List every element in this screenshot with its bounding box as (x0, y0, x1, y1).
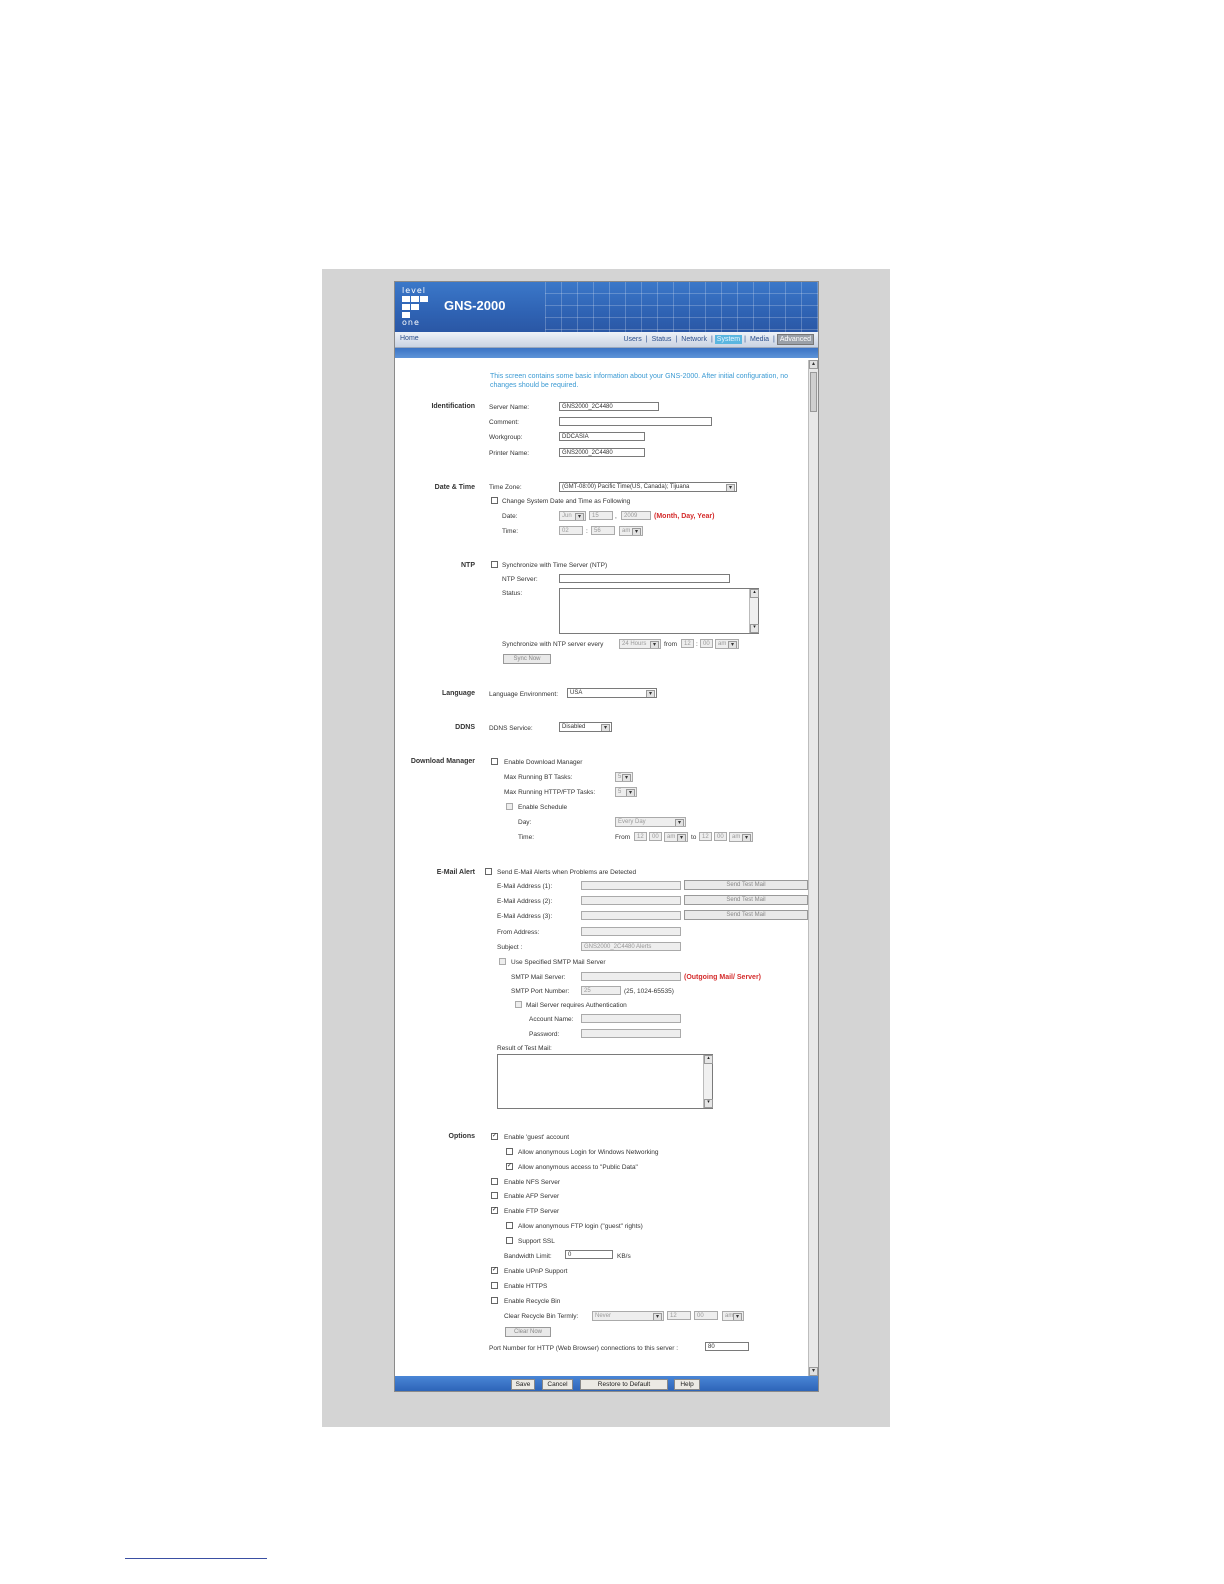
section-options: Options (448, 1133, 475, 1140)
scroll-down-icon[interactable]: ▾ (809, 1367, 818, 1376)
ntp-from-label: from (664, 641, 677, 648)
ftp-label: Enable FTP Server (504, 1208, 560, 1215)
tab-separator: | (773, 336, 775, 343)
email-send-checkbox[interactable] (485, 868, 492, 875)
test-result-label: Result of Test Mail: (497, 1045, 552, 1052)
email-addr1-label: E-Mail Address (1): (497, 883, 553, 890)
http-tasks-label: Max Running HTTP/FTP Tasks: (504, 789, 596, 796)
section-language: Language (441, 690, 475, 697)
http-tasks-select[interactable]: 5 ▾ (615, 787, 637, 797)
clear-term-select[interactable]: Never ▾ (592, 1311, 664, 1321)
comment-input[interactable] (559, 417, 712, 426)
tab-status[interactable]: Status (651, 336, 672, 343)
anon-ftp-label: Allow anonymous FTP login ("guest" rights) (518, 1223, 643, 1230)
clear-hour-input[interactable]: 12 (667, 1311, 691, 1320)
check-mark-icon: ✓ (492, 1207, 498, 1213)
year-input[interactable]: 2009 (621, 511, 651, 520)
ntp-hour-input[interactable]: 12 (681, 639, 694, 648)
schedule-to-hour[interactable]: 12 (699, 832, 712, 841)
tab-system[interactable]: System (716, 336, 741, 343)
minute-input[interactable]: 56 (591, 526, 615, 535)
levelone-logo (402, 287, 432, 329)
server-name-label: Server Name: (489, 404, 530, 411)
day-input[interactable]: 15 (589, 511, 613, 520)
ntp-sync-label: Synchronize with Time Server (NTP) (502, 562, 608, 569)
schedule-day-select[interactable]: Every Day ▾ (615, 817, 686, 827)
schedule-to-ampm[interactable]: am ▾ (729, 832, 753, 842)
nav-home-link[interactable]: Home (400, 335, 419, 342)
month-select[interactable]: Jun ▾ (559, 511, 586, 521)
clear-ampm-select[interactable]: am ▾ (722, 1311, 744, 1321)
anon-public-label: Allow anonymous access to "Public Data" (518, 1164, 638, 1171)
admin-window (394, 281, 819, 1392)
email-addr2-label: E-Mail Address (2): (497, 898, 553, 905)
change-date-checkbox[interactable] (491, 497, 498, 504)
anon-windows-label: Allow anonymous Login for Windows Networking (518, 1149, 659, 1156)
account-name-label: Account Name: (529, 1016, 574, 1023)
ntp-status-textarea[interactable] (559, 588, 759, 634)
tab-users[interactable]: Users (623, 336, 642, 343)
ntp-status-label: Status: (502, 590, 523, 597)
header-grid-decoration (545, 282, 818, 332)
app-title: GNS-2000 (444, 298, 506, 313)
smtp-port-hint: (25, 1024-65535) (624, 988, 674, 995)
nfs-label: Enable NFS Server (504, 1179, 560, 1186)
scroll-up-icon[interactable]: ▴ (704, 1055, 713, 1064)
anon-windows-checkbox[interactable] (506, 1148, 513, 1155)
nav-bar (395, 332, 818, 348)
intro-text: This screen contains some basic information about your GNS-2000. After initial configuration, no changes should be required. (490, 373, 789, 389)
anon-public-checkbox[interactable] (506, 1163, 513, 1170)
section-email-alert: E-Mail Alert (436, 869, 475, 876)
test-result-textarea[interactable] (497, 1054, 713, 1109)
afp-checkbox[interactable] (491, 1192, 498, 1199)
smtp-use-label: Use Specified SMTP Mail Server (511, 959, 606, 966)
email-send-label: Send E-Mail Alerts when Problems are Detected (497, 869, 637, 876)
subject-input[interactable]: GNS2000_2C4480 Alerts (581, 942, 681, 951)
schedule-from-ampm[interactable]: am ▾ (664, 832, 688, 842)
section-identification: Identification (431, 403, 475, 410)
change-date-label: Change System Date and Time as Following (502, 498, 631, 505)
recycle-label: Enable Recycle Bin (504, 1298, 561, 1305)
schedule-label: Enable Schedule (518, 804, 568, 811)
smtp-port-input[interactable]: 25 (581, 986, 621, 995)
language-label: Language Environment: (489, 691, 559, 698)
upnp-checkbox[interactable] (491, 1267, 498, 1274)
nav-tabs (621, 334, 814, 345)
server-name-input[interactable]: GNS2000_2C4480 (559, 402, 659, 411)
account-name-input[interactable] (581, 1014, 681, 1023)
timezone-select[interactable]: (GMT-08:00) Pacific Time(US, Canada); Tijuana ▾ (559, 482, 737, 492)
schedule-from-hour[interactable]: 12 (634, 832, 647, 841)
subject-label: Subject : (497, 944, 523, 951)
workgroup-label: Workgroup: (489, 434, 523, 441)
schedule-time-label: Time: (518, 834, 535, 841)
smtp-port-label: SMTP Port Number: (511, 988, 570, 995)
from-address-input[interactable] (581, 927, 681, 936)
clear-term-label: Clear Recycle Bin Termly: (504, 1313, 579, 1320)
ddns-label: DDNS Service: (489, 725, 533, 732)
ntp-interval-select[interactable]: 24 Hours ▾ (619, 639, 661, 649)
ntp-time-separator: : (696, 641, 698, 648)
ampm-select[interactable]: am ▾ (619, 526, 643, 536)
bandwidth-unit: KB/s (617, 1253, 631, 1260)
check-mark-icon: ✓ (492, 1133, 498, 1139)
ntp-every-label: Synchronize with NTP server every (502, 641, 604, 648)
section-date-time: Date & Time (434, 484, 475, 491)
smtp-auth-label: Mail Server requires Authentication (526, 1002, 627, 1009)
send-test-mail-button-3[interactable]: Send Test Mail (684, 910, 808, 920)
printer-name-input[interactable]: GNS2000_2C4480 (559, 448, 645, 457)
app-header (395, 282, 818, 332)
smtp-use-checkbox[interactable] (499, 958, 506, 965)
section-download-manager: Download Manager (410, 758, 475, 765)
schedule-from-minute[interactable]: 00 (649, 832, 662, 841)
workgroup-input[interactable]: DDCASIA (559, 432, 645, 441)
tab-media[interactable]: Media (749, 336, 770, 343)
ntp-server-label: NTP Server: (502, 576, 538, 583)
logo-text-bottom: one (402, 318, 420, 327)
ntp-minute-input[interactable]: 00 (700, 639, 713, 648)
smtp-server-label: SMTP Mail Server: (511, 974, 566, 981)
password-input[interactable] (581, 1029, 681, 1038)
comment-label: Comment: (489, 419, 519, 426)
sync-now-button[interactable]: Sync Now (503, 654, 551, 664)
anon-ftp-checkbox[interactable] (506, 1222, 513, 1229)
email-addr1-input[interactable] (581, 881, 681, 890)
tab-advanced[interactable]: Advanced (777, 334, 814, 345)
send-test-mail-button-2[interactable]: Send Test Mail (684, 895, 808, 905)
ftp-checkbox[interactable] (491, 1207, 498, 1214)
download-enable-label: Enable Download Manager (504, 759, 583, 766)
check-mark-icon: ✓ (507, 1163, 513, 1169)
password-label: Password: (529, 1031, 560, 1038)
date-format-hint: (Month, Day, Year) (654, 513, 715, 520)
bandwidth-label: Bandwidth Limit: (504, 1253, 552, 1260)
scroll-up-icon[interactable]: ▴ (809, 360, 818, 369)
schedule-from-label: From (615, 834, 631, 841)
textarea-scrollbar[interactable] (749, 589, 758, 633)
schedule-to-minute[interactable]: 00 (714, 832, 727, 841)
https-checkbox[interactable] (491, 1282, 498, 1289)
bandwidth-input[interactable]: 0 (565, 1250, 613, 1259)
afp-label: Enable AFP Server (504, 1193, 560, 1200)
textarea-scrollbar[interactable] (703, 1055, 712, 1108)
download-enable-checkbox[interactable] (491, 758, 498, 765)
date-separator: , (615, 513, 617, 520)
save-button[interactable]: Save (511, 1379, 535, 1390)
check-mark-icon: ✓ (492, 1267, 498, 1273)
settings-content (395, 360, 808, 1376)
footer-bar (395, 1376, 818, 1392)
email-addr3-label: E-Mail Address (3): (497, 913, 553, 920)
logo-text-top: level (402, 286, 427, 295)
ntp-ampm-select[interactable]: am ▾ (715, 639, 739, 649)
send-test-mail-button-1[interactable]: Send Test Mail (684, 880, 808, 890)
guest-label: Enable 'guest' account (504, 1134, 569, 1141)
schedule-to-label: to (691, 834, 697, 841)
schedule-checkbox[interactable] (506, 803, 513, 810)
upnp-label: Enable UPnP Support (504, 1268, 568, 1275)
clear-minute-input[interactable]: 00 (694, 1311, 718, 1320)
ntp-server-input[interactable] (559, 574, 730, 583)
nfs-checkbox[interactable] (491, 1178, 498, 1185)
bt-tasks-select[interactable]: 5 ▾ (615, 772, 633, 782)
tab-separator: | (675, 336, 678, 343)
language-select[interactable]: USA ▾ (567, 688, 657, 698)
footnote-rule (125, 1558, 267, 1559)
cancel-button[interactable]: Cancel (542, 1379, 573, 1390)
tab-network[interactable]: Network (681, 336, 707, 343)
tab-separator: | (710, 336, 713, 343)
recycle-checkbox[interactable] (491, 1297, 498, 1304)
http-port-input[interactable]: 80 (705, 1342, 749, 1351)
guest-checkbox[interactable] (491, 1133, 498, 1140)
tab-separator: | (645, 336, 648, 343)
time-label: Time: (502, 528, 519, 535)
smtp-auth-checkbox[interactable] (515, 1001, 522, 1008)
restore-default-button[interactable]: Restore to Default (580, 1379, 668, 1390)
printer-name-label: Printer Name: (489, 450, 530, 457)
tab-separator: | (744, 336, 746, 343)
ssl-label: Support SSL (518, 1238, 555, 1245)
ddns-select[interactable]: Disabled ▾ (559, 722, 612, 732)
date-label: Date: (502, 513, 518, 520)
section-ntp: NTP (461, 562, 475, 569)
from-address-label: From Address: (497, 929, 540, 936)
section-ddns: DDNS (455, 724, 475, 731)
smtp-server-input[interactable] (581, 972, 681, 981)
smtp-server-hint: (Outgoing Mail/ Server) (684, 974, 762, 981)
schedule-day-label: Day: (518, 819, 532, 826)
scroll-down-icon[interactable]: ▾ (704, 1099, 713, 1108)
bt-tasks-label: Max Running BT Tasks: (504, 774, 573, 781)
http-port-label: Port Number for HTTP (Web Browser) connections to this server : (489, 1345, 679, 1352)
header-band (395, 348, 818, 358)
timezone-label: Time Zone: (489, 484, 522, 491)
https-label: Enable HTTPS (504, 1283, 548, 1290)
clear-now-button[interactable]: Clear Now (505, 1327, 551, 1337)
ntp-sync-checkbox[interactable] (491, 561, 498, 568)
hour-input[interactable]: 02 (559, 526, 583, 535)
logo-blocks-icon (402, 296, 428, 318)
scroll-up-icon[interactable]: ▴ (750, 589, 759, 598)
help-button[interactable]: Help (674, 1379, 700, 1390)
page-scrollbar[interactable] (808, 360, 818, 1376)
email-addr2-input[interactable] (581, 896, 681, 905)
email-addr3-input[interactable] (581, 911, 681, 920)
time-separator: : (586, 528, 588, 535)
scroll-down-icon[interactable]: ▾ (750, 624, 759, 633)
ssl-checkbox[interactable] (506, 1237, 513, 1244)
scroll-thumb[interactable] (810, 372, 817, 412)
